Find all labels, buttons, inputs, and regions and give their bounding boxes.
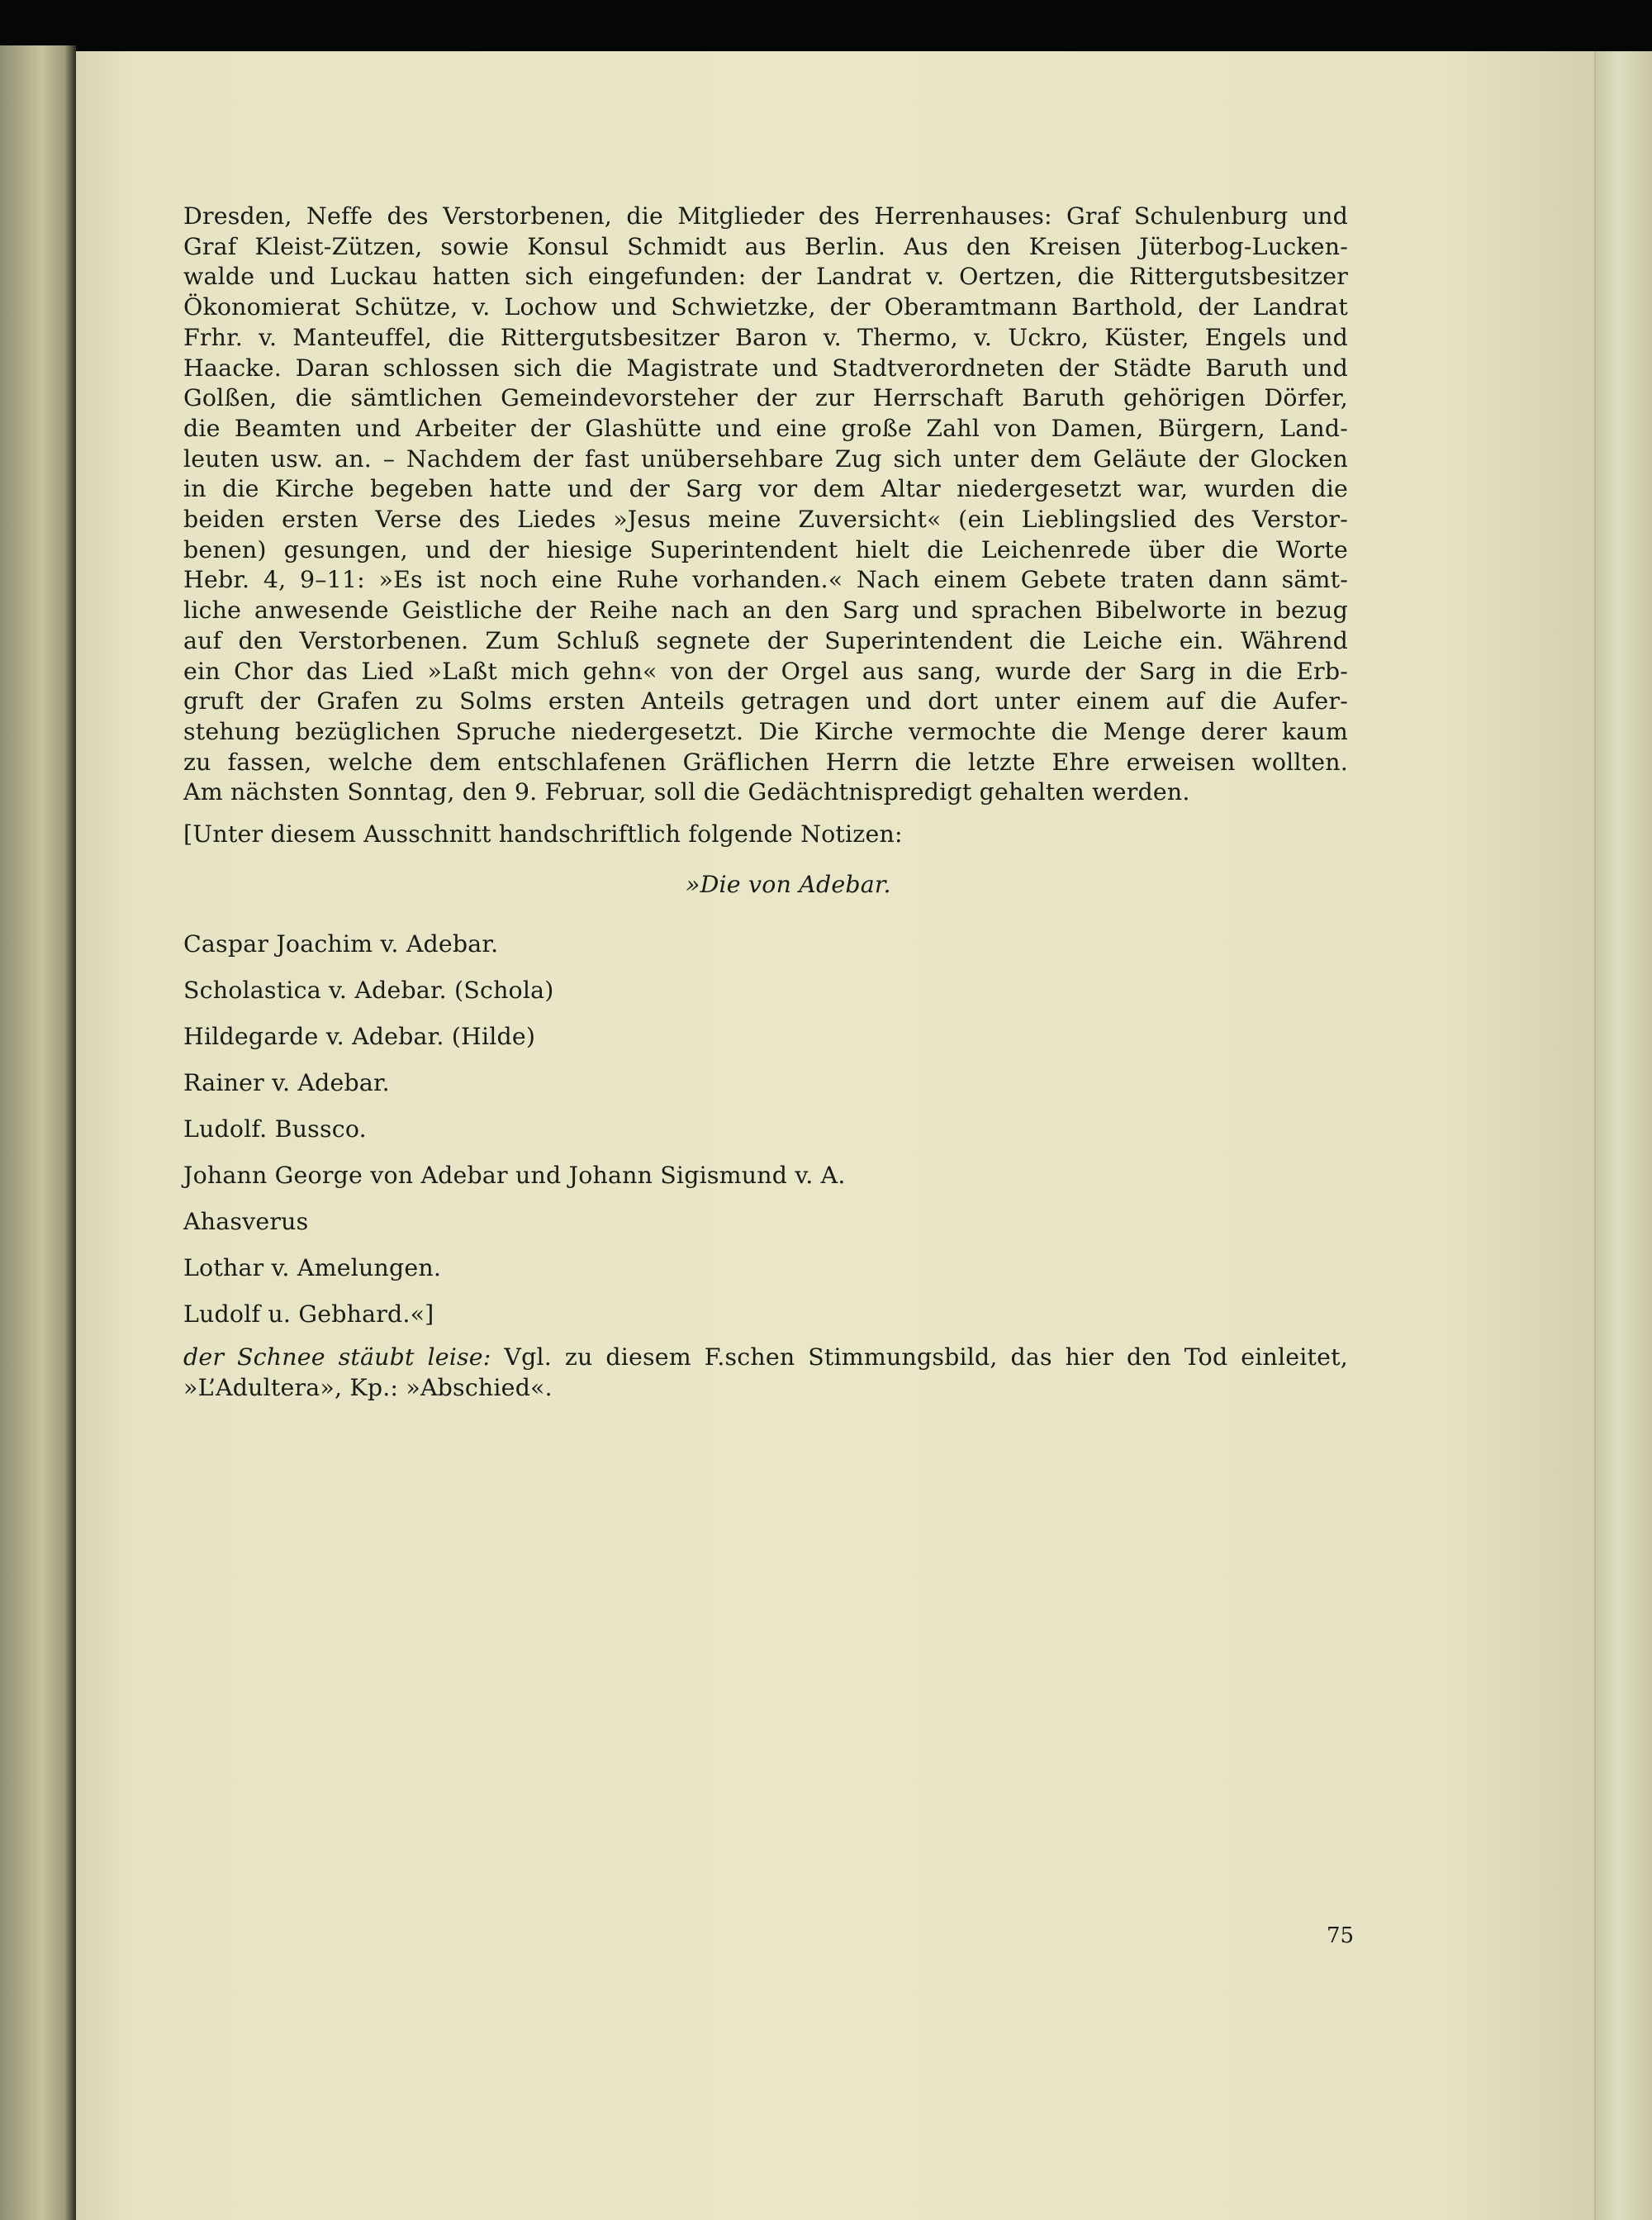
page-fold-edge xyxy=(1594,51,1652,2220)
paragraph-line: gruft der Grafen zu Solms ersten Anteils getragen und dort unter einem auf die Aufer- xyxy=(183,687,1348,715)
footnote-text: Vgl. zu diesem F.schen Stimmungsbild, das hier den Tod einleitet, xyxy=(491,1343,1348,1371)
list-item: Rainer v. Adebar. xyxy=(183,1069,390,1097)
paragraph-line: Hebr. 4, 9–11: »Es ist noch eine Ruhe vorhanden.« Nach einem Gebete traten dann sämt- xyxy=(183,566,1348,594)
page-text xyxy=(183,202,1348,1404)
paragraph-line: benen) gesungen, und der hiesige Superintendent hielt die Leichenrede über die Worte xyxy=(183,535,1348,563)
paragraph-line: stehung bezüglichen Spruche niedergesetzt. Die Kirche vermochte die Menge derer kaum xyxy=(183,717,1348,745)
list-item: Ahasverus xyxy=(183,1208,309,1236)
paragraph-line: ein Chor das Lied »Laßt mich gehn« von der Orgel aus sang, wurde der Sarg in die Erb- xyxy=(183,657,1348,685)
paragraph-line: die Beamten und Arbeiter der Glashütte und eine große Zahl von Damen, Bürgern, Land- xyxy=(183,414,1348,442)
paragraph-line: liche anwesende Geistliche der Reihe nach an den Sarg und sprachen Bibelworte in bezug xyxy=(183,597,1348,625)
footnote-line xyxy=(183,1343,1348,1373)
list-item: Johann George von Adebar und Johann Sigismund v. A. xyxy=(183,1162,846,1190)
paragraph-line: beiden ersten Verse des Liedes »Jesus meine Zuversicht« (ein Lieblingslied des Verstor- xyxy=(183,506,1348,534)
list-item: Ludolf. Bussco. xyxy=(183,1115,367,1143)
paragraph-line: Am nächsten Sonntag, den 9. Februar, soll die Gedächtnispredigt gehalten werden. xyxy=(183,778,1190,806)
list-item: Scholastica v. Adebar. (Schola) xyxy=(183,977,554,1005)
list-item: Caspar Joachim v. Adebar. xyxy=(183,930,499,958)
note-intro: [Unter diesem Ausschnitt handschriftlich folgende Notizen: xyxy=(183,820,903,849)
footnote-lemma: der Schnee stäubt leise: xyxy=(183,1343,491,1371)
footnote-line-2: »L’Adultera», Kp.: »Abschied«. xyxy=(183,1374,553,1402)
note-heading: »Die von Adebar. xyxy=(686,870,891,898)
list-item: Ludolf u. Gebhard.«] xyxy=(183,1300,434,1329)
footnote xyxy=(183,1343,1348,1403)
paragraph-line: auf den Verstorbenen. Zum Schluß segnete der Superintendent die Leiche ein. Während xyxy=(183,626,1348,654)
paragraph-line: Graf Kleist-Zützen, sowie Konsul Schmidt aus Berlin. Aus den Kreisen Jüterbog-Lucken- xyxy=(183,232,1348,260)
paragraph-line: leuten usw. an. – Nachdem der fast unübersehbare Zug sich unter dem Geläute der Glocken xyxy=(183,444,1348,473)
page-number: 75 xyxy=(1327,1923,1355,1948)
paragraph-line: Ökonomierat Schütze, v. Lochow und Schwietzke, der Oberamtmann Barthold, der Landrat xyxy=(183,293,1348,321)
list-item: Hildegarde v. Adebar. (Hilde) xyxy=(183,1023,536,1051)
paragraph-line: Frhr. v. Manteuffel, die Rittergutsbesitzer Baron v. Thermo, v. Uckro, Küster, Engels und xyxy=(183,323,1348,351)
name-list xyxy=(183,921,1348,1338)
paragraph-line: Golßen, die sämtlichen Gemeindevorsteher der zur Herrschaft Baruth gehörigen Dörfer, xyxy=(183,384,1348,412)
main-paragraph xyxy=(183,202,1348,808)
paragraph-line: Haacke. Daran schlossen sich die Magistrate und Stadtverordneten der Städte Baruth und xyxy=(183,354,1348,382)
paragraph-line: Dresden, Neffe des Verstorbenen, die Mitglieder des Herrenhauses: Graf Schulenburg und xyxy=(183,202,1348,230)
previous-page-edge xyxy=(0,45,76,2220)
paragraph-line: walde und Luckau hatten sich eingefunden: der Landrat v. Oertzen, die Rittergutsbesitzer xyxy=(183,263,1348,291)
list-item: Lothar v. Amelungen. xyxy=(183,1254,442,1282)
paragraph-line: zu fassen, welche dem entschlafenen Gräflichen Herrn die letzte Ehre erweisen wollten. xyxy=(183,748,1348,776)
paragraph-line: in die Kirche begeben hatte und der Sarg vor dem Altar niedergesetzt war, wurden die xyxy=(183,475,1348,503)
